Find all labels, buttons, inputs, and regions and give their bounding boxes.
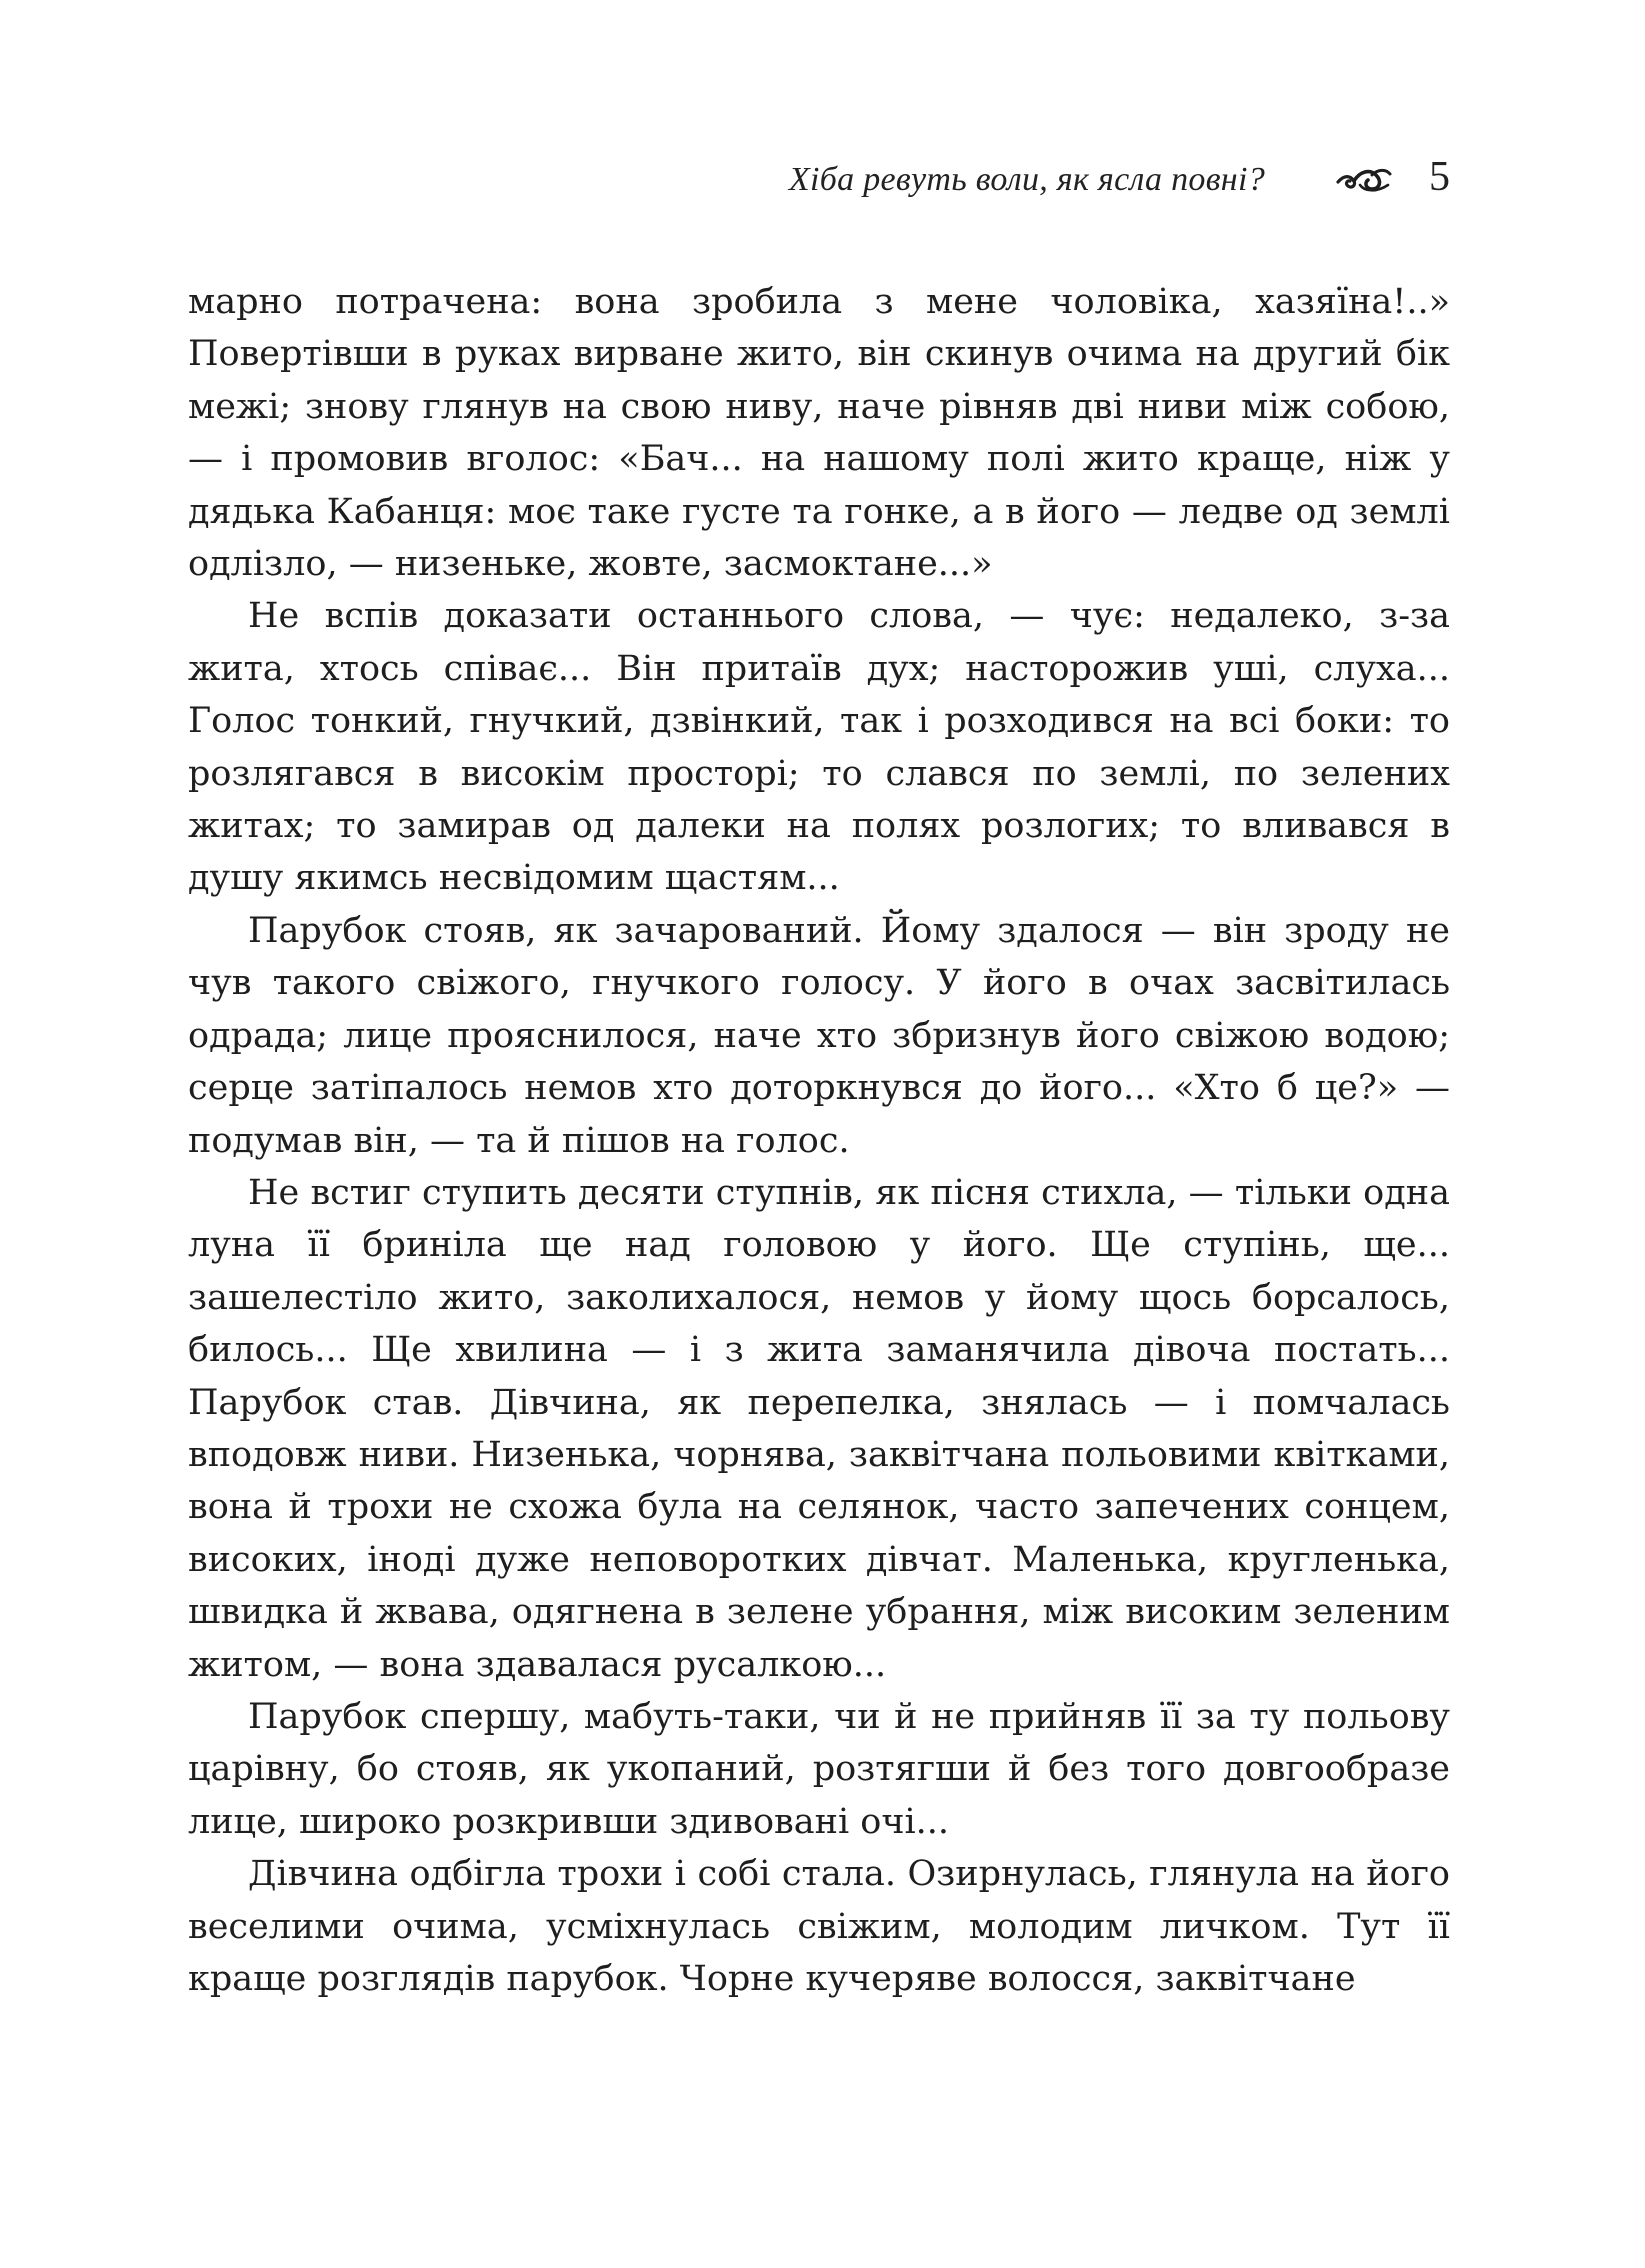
paragraph: Не встиг ступить десяти ступнів, як пісня стихла, — тільки одна луна її бриніла ще над головою у його. Ще ступінь, ще... зашелестіло жито, заколихалося, немов у йому щось борсалось, билось... Ще хвилина — і з жита заманячила дівоча постать... Парубок став. Дівчина, як перепелка, знялась — і помчалась вподовж ниви. Низенька, чорнява, заквітчана польовими квітками, вона й трохи не схожа була на селянок, часто запечених сонцем, високих, іноді дуже неповоротких дівчат. Маленька, кругленька, швидка й жвава, одягнена в зелене убрання, між високим зеленим житом, — вона здавалася русалкою... [188, 1172, 1450, 1685]
paragraph: Дівчина одбігла трохи і собі стала. Озирнулась, глянула на його веселими очима, усміхнулась свіжим, молодим личком. Тут її краще розглядів парубок. Чорне кучеряве волосся, заквітчане [188, 1854, 1450, 1999]
running-title: Хіба ревуть воли, як ясла повні? [788, 161, 1265, 198]
body-text [188, 276, 1450, 2005]
paragraph: Не вспів доказати останнього слова, — чує: недалеко, з-за жита, хтось співає... Він притаїв дух; насторожив уші, слуха... Голос тонкий, гнучкий, дзвінкий, так і розходився на всі боки: то розлягався в високім просторі; то слався по землі, по зелених житах; то замирав од далеки на полях розлогих; то вливався в душу якимсь несвідомим щастям... [188, 596, 1450, 899]
fleuron-ornament-icon [1336, 165, 1392, 195]
page-number: 5 [1429, 154, 1450, 200]
paragraph: марно потрачена: вона зробила з мене чоловіка, хазяїна!..» Повертівши в руках вирване жито, він скинув очима на другий бік межі; знову глянув на свою ниву, наче рівняв дві ниви між собою, — і промовив вголос: «Бач... на нашому полі жито краще, ніж у дядька Кабанця: моє таке густе та гонке, а в його — ледве од землі одлізло, — низеньке, жовте, засмоктане...» [188, 282, 1450, 585]
paragraph: Парубок стояв, як зачарований. Йому здалося — він зроду не чув такого свіжого, гнучкого голосу. У його в очах засвітилась одрада; лице прояснилося, наче хто збризнув його свіжою водою; серце затіпалось немов хто доторкнувся до його... «Хто б це?» — подумав він, — та й пішов на голос. [188, 910, 1450, 1161]
paragraph: Парубок спершу, мабуть-таки, чи й не прийняв її за ту польову царівну, бо стояв, як укопаний, розтягши й без того довгообразе лице, широко розкривши здивовані очі... [188, 1696, 1450, 1842]
running-header [188, 155, 1450, 215]
